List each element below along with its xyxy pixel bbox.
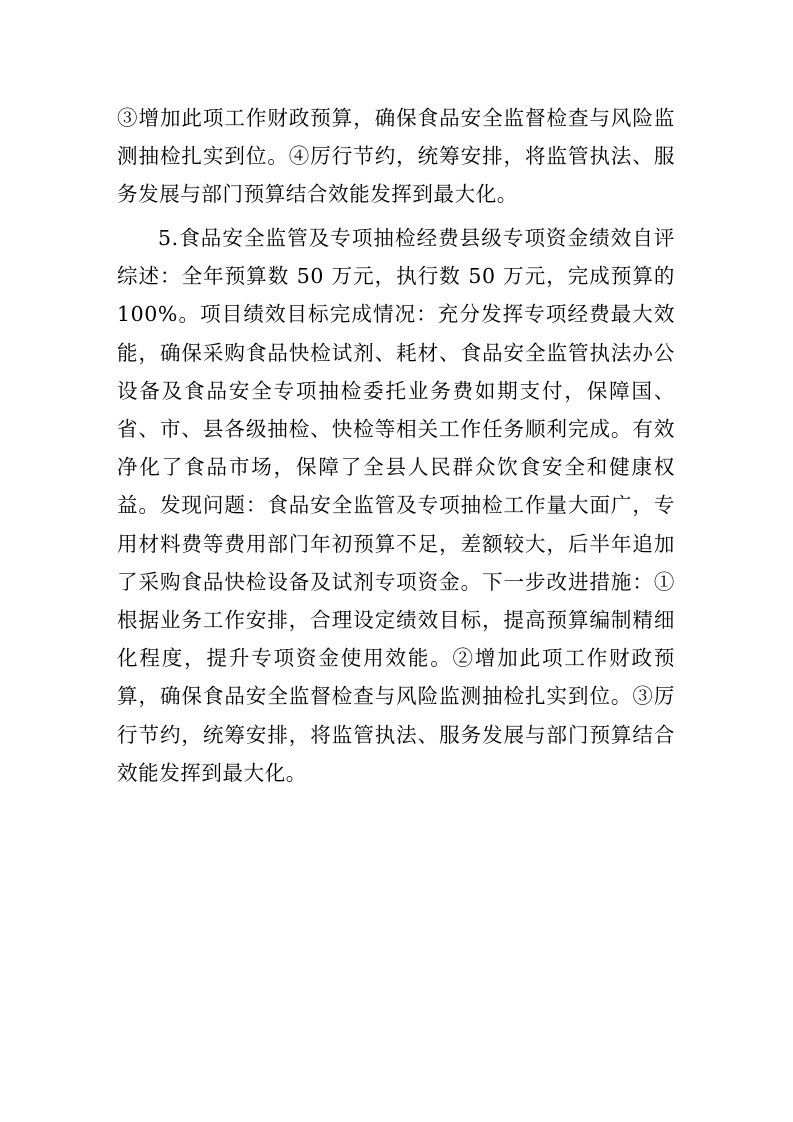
- paragraph-measures-continued: ③增加此项工作财政预算，确保食品安全监督检查与风险监测抽检扎实到位。④厉行节约，统筹安排，将监管执法、服务发展与部门预算结合效能发挥到最大化。: [117, 106, 675, 207]
- paragraph-food-safety-fund-evaluation: 5.食品安全监管及专项抽检经费县级专项资金绩效自评综述：全年预算数 50 万元，执行数 50 万元，完成预算的 100%。项目绩效目标完成情况：充分发挥专项经费最大效能，确保采购食品快检试剂、耗材、食品安全监管执法办公设备及食品安全专项抽检委托业务费如期支付，保障国、省、市、县各级抽检、快检等相关工作任务顺利完成。有效净化了食品市场，保障了全县人民群众饮食安全和健康权益。发现问题：食品安全监管及专项抽检工作量大面广，专用材料费等费用部门年初预算不足，差额较大，后半年追加了采购食品快检设备及试剂专项资金。下一步改进措施：①根据业务工作安排，合理设定绩效目标，提高预算编制精细化程度，提升专项资金使用效能。②增加此项工作财政预算，确保食品安全监督检查与风险监测抽检扎实到位。③厉行节约，统筹安排，将监管执法、服务发展与部门预算结合效能发挥到最大化。: [117, 226, 675, 785]
